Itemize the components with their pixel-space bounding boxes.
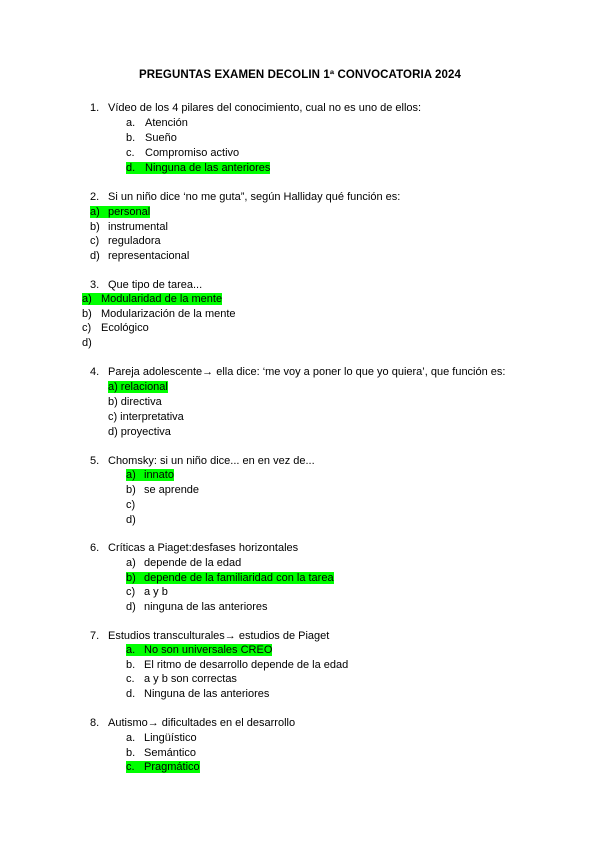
answer-option — [126, 600, 268, 614]
option-text: depende de la edad — [144, 557, 242, 569]
option-label: d. — [126, 687, 136, 700]
answer-option — [126, 468, 174, 482]
option-label: c) — [126, 586, 136, 599]
option-text: ninguna de las anteriores — [144, 600, 268, 613]
option-label: a) — [108, 381, 118, 393]
answer-option-content — [82, 337, 101, 349]
option-label: b) — [126, 484, 136, 496]
option-text: Modularidad de la mente — [101, 293, 223, 305]
option-label: c) — [82, 322, 92, 335]
option-label: d) — [126, 514, 136, 526]
answer-option — [108, 425, 171, 439]
answer-option — [126, 513, 144, 527]
answer-option — [126, 161, 270, 175]
option-label: c. — [126, 147, 135, 159]
correct-answer-highlight — [90, 206, 150, 218]
option-label: b) — [108, 396, 118, 408]
answer-option-content — [108, 396, 162, 408]
option-text: interpretativa — [120, 411, 184, 423]
answer-option-content — [126, 147, 239, 159]
option-label: b. — [126, 746, 136, 759]
answer-option — [126, 483, 199, 497]
answer-option-content — [108, 426, 171, 438]
option-label: a. — [126, 117, 136, 129]
option-label: d) — [82, 336, 92, 349]
correct-answer-highlight — [126, 162, 270, 174]
answer-option — [82, 307, 236, 321]
answer-option-content — [82, 322, 149, 334]
option-label: d) — [90, 249, 100, 262]
option-text: personal — [108, 206, 151, 218]
answer-option — [126, 498, 144, 512]
document-title: PREGUNTAS EXAMEN DECOLIN 1ª CONVOCATORIA 2024 — [138, 69, 462, 81]
option-text: reguladora — [108, 235, 161, 248]
answer-option-content — [126, 659, 348, 671]
question-text: Críticas a Piaget:desfases horizontales — [108, 542, 299, 554]
answer-option — [90, 220, 168, 234]
question-number: 3. — [90, 279, 100, 291]
option-label: a) — [82, 293, 92, 305]
option-text: No son universales CREO — [144, 644, 273, 656]
option-label: d) — [126, 600, 136, 613]
option-text: Compromiso activo — [145, 147, 240, 159]
option-text: Ninguna de las anteriores — [145, 162, 271, 174]
option-text: Modularización de la mente — [101, 307, 236, 320]
option-text: Atención — [145, 117, 188, 129]
option-text: Ninguna de las anteriores — [144, 687, 270, 700]
option-label: a) — [126, 557, 136, 569]
answer-option — [126, 146, 239, 160]
answer-option-content — [90, 221, 168, 233]
answer-option — [126, 672, 237, 686]
option-text: Sueño — [145, 132, 177, 144]
option-text: Semántico — [144, 746, 196, 759]
correct-answer-highlight — [126, 644, 272, 656]
option-text: innato — [144, 469, 174, 481]
answer-option — [126, 585, 168, 599]
answer-option-content — [126, 557, 241, 569]
correct-answer-highlight — [126, 469, 174, 481]
option-label: a. — [126, 644, 136, 656]
option-label: a) — [90, 206, 100, 218]
answer-option — [126, 643, 272, 657]
question-number: 5. — [90, 455, 100, 467]
answer-option-content — [126, 747, 196, 759]
answer-option-content — [126, 132, 177, 144]
question-text: Chomsky: si un niño dice... en en vez de... — [108, 455, 315, 467]
option-text: Ecológico — [101, 322, 149, 335]
answer-option-content — [108, 411, 184, 423]
option-text: a y b son correctas — [144, 673, 237, 686]
answer-option-content — [126, 601, 268, 613]
option-label: d) — [108, 426, 118, 438]
correct-answer-highlight — [108, 381, 168, 393]
question-number: 4. — [90, 366, 100, 378]
answer-option — [90, 234, 161, 248]
question-number: 8. — [90, 717, 100, 729]
option-label: d. — [126, 162, 136, 174]
answer-option — [108, 380, 168, 394]
question-number: 2. — [90, 191, 100, 203]
option-label: b) — [90, 220, 100, 233]
question-number: 6. — [90, 542, 100, 554]
answer-option-content — [126, 484, 199, 496]
option-text: El ritmo de desarrollo depende de la edad — [144, 658, 349, 671]
option-text: depende de la familiaridad con la tarea — [144, 571, 334, 584]
option-label: c. — [126, 673, 135, 686]
answer-option — [126, 131, 177, 145]
answer-option — [126, 658, 348, 672]
answer-option — [82, 336, 101, 350]
answer-option-content — [126, 688, 269, 700]
option-text: relacional — [120, 381, 168, 393]
answer-option — [108, 410, 184, 424]
question-number: 7. — [90, 630, 100, 642]
option-label: b) — [126, 571, 136, 584]
answer-option — [126, 746, 196, 760]
answer-option-content — [126, 514, 144, 526]
option-text: Lingüístico — [144, 732, 197, 744]
answer-option-content — [90, 235, 161, 247]
answer-option — [90, 249, 189, 263]
answer-option — [82, 321, 149, 335]
question-text: Estudios transculturales→ estudios de Piaget — [108, 630, 330, 642]
answer-option-content — [126, 117, 188, 129]
answer-option — [126, 760, 200, 774]
question-text: Pareja adolescente→ ella dice: ‘me voy a poner lo que yo quiera’, que función es: — [108, 366, 506, 378]
answer-option-content — [82, 308, 236, 320]
option-text: Pragmático — [144, 761, 200, 774]
question-text: Vídeo de los 4 pilares del conocimiento, cual no es uno de ellos: — [108, 102, 422, 114]
question-number: 1. — [90, 102, 100, 114]
answer-option — [126, 731, 197, 745]
option-text: instrumental — [108, 220, 168, 233]
option-label: c. — [126, 761, 135, 774]
option-text: se aprende — [144, 484, 200, 496]
option-label: c) — [108, 411, 118, 423]
option-label: c) — [90, 235, 100, 248]
option-text: a y b — [144, 586, 168, 599]
answer-option-content — [126, 673, 237, 685]
option-label: b. — [126, 658, 136, 671]
answer-option-content — [126, 586, 168, 598]
answer-option-content — [126, 499, 144, 511]
option-label: a. — [126, 732, 136, 744]
option-label: b. — [126, 132, 136, 144]
option-text: proyectiva — [120, 426, 171, 438]
answer-option — [90, 205, 150, 219]
option-text: representacional — [108, 249, 190, 262]
option-label: b) — [82, 307, 92, 320]
option-text: directiva — [120, 396, 162, 408]
option-label: a) — [126, 469, 136, 481]
answer-option — [126, 571, 334, 585]
answer-option — [126, 556, 241, 570]
answer-option — [126, 687, 269, 701]
correct-answer-highlight — [126, 572, 334, 584]
answer-option-content — [126, 732, 197, 744]
answer-option — [126, 116, 188, 130]
answer-option-content — [90, 250, 189, 262]
answer-option — [82, 292, 222, 306]
correct-answer-highlight — [82, 293, 222, 305]
option-label: c) — [126, 499, 136, 511]
question-text: Si un niño dice ‘no me guta”, según Halliday qué función es: — [108, 191, 401, 203]
correct-answer-highlight — [126, 761, 200, 773]
answer-option — [108, 395, 162, 409]
question-text: Autismo→ dificultades en el desarrollo — [108, 717, 296, 729]
question-text: Que tipo de tarea... — [108, 279, 203, 291]
